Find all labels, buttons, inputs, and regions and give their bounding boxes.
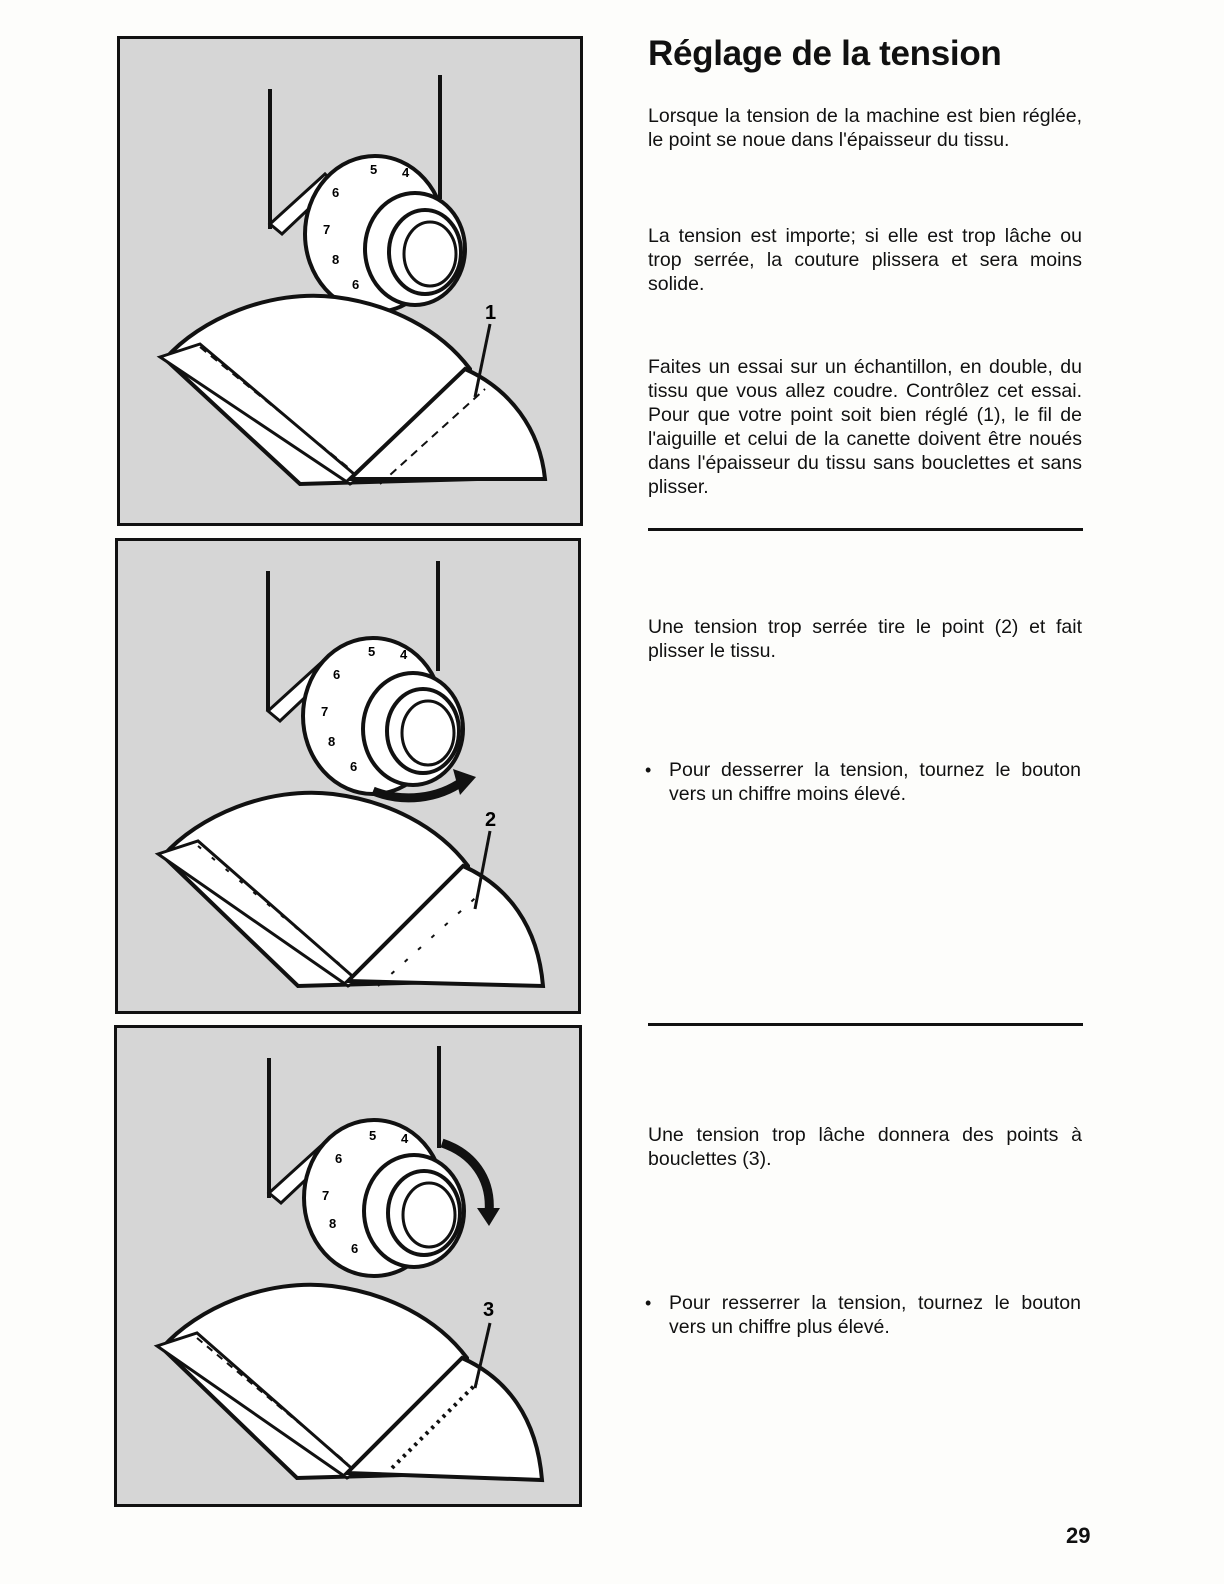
- paragraph-tight-tension: Une tension trop serrée tire le point (2) et fait plisser le tissu.: [648, 616, 1082, 662]
- illustration-loose-tension: [114, 1025, 582, 1507]
- bullet-marker: •: [645, 760, 652, 780]
- page-title: Réglage de la tension: [648, 34, 1002, 73]
- dial-number: 6: [332, 185, 340, 200]
- dial-number: 7: [323, 222, 331, 237]
- dial-number: 7: [322, 1188, 330, 1203]
- dial-number: 6: [352, 277, 360, 292]
- tension-dial-drawing-2: [118, 541, 578, 1011]
- tension-dial-drawing-1: [120, 39, 580, 523]
- dial-number: 6: [335, 1151, 343, 1166]
- dial-number: 6: [333, 667, 341, 682]
- bullet-loosen-tension: [645, 758, 1081, 806]
- dial-number: 4: [402, 165, 410, 180]
- dial-number: 8: [329, 1216, 337, 1231]
- dial-number: 5: [368, 644, 376, 659]
- dial-number: 6: [351, 1241, 359, 1256]
- dial-number: 8: [328, 734, 336, 749]
- bullet-marker: •: [645, 1293, 652, 1313]
- callout-1: 1: [485, 302, 497, 324]
- illustration-tight-tension: [115, 538, 581, 1014]
- paragraph-test-sample: Faites un essai sur un échantillon, en double, du tissu que vous allez coudre. Contrôlez cet essai. Pour que votre point soit bien réglé (1), le fil de l'aiguille et celui de la canette doivent être noués dans l'épaisseur du tissu sans bouclettes et sans plisser.: [648, 356, 1082, 498]
- paragraph-tension-importance: La tension est importe; si elle est trop lâche ou trop serrée, la couture plissera et sera moins solide.: [648, 225, 1082, 295]
- dial-number: 4: [400, 647, 408, 662]
- dial-number: 5: [369, 1128, 377, 1143]
- paragraph-correct-tension: Lorsque la tension de la machine est bien réglée, le point se noue dans l'épaisseur du tissu.: [648, 105, 1082, 151]
- callout-2: 2: [485, 809, 497, 831]
- callout-3: 3: [483, 1299, 495, 1321]
- page-number: 29: [1066, 1523, 1091, 1548]
- dial-number: 8: [332, 252, 340, 267]
- dial-number: 5: [370, 162, 378, 177]
- dial-number: 4: [401, 1131, 409, 1146]
- bullet-text: Pour resserrer la tension, tournez le bouton vers un chiffre plus élevé.: [669, 1292, 1081, 1338]
- tension-dial-drawing-3: [117, 1028, 579, 1504]
- section-divider: [648, 1023, 1083, 1026]
- section-divider: [648, 528, 1083, 531]
- dial-number: 6: [350, 759, 358, 774]
- bullet-text: Pour desserrer la tension, tournez le bouton vers un chiffre moins élevé.: [669, 759, 1081, 805]
- bullet-tighten-tension: [645, 1291, 1081, 1339]
- illustration-correct-tension: [117, 36, 583, 526]
- dial-number: 7: [321, 704, 329, 719]
- paragraph-loose-tension: Une tension trop lâche donnera des points à bouclettes (3).: [648, 1124, 1082, 1170]
